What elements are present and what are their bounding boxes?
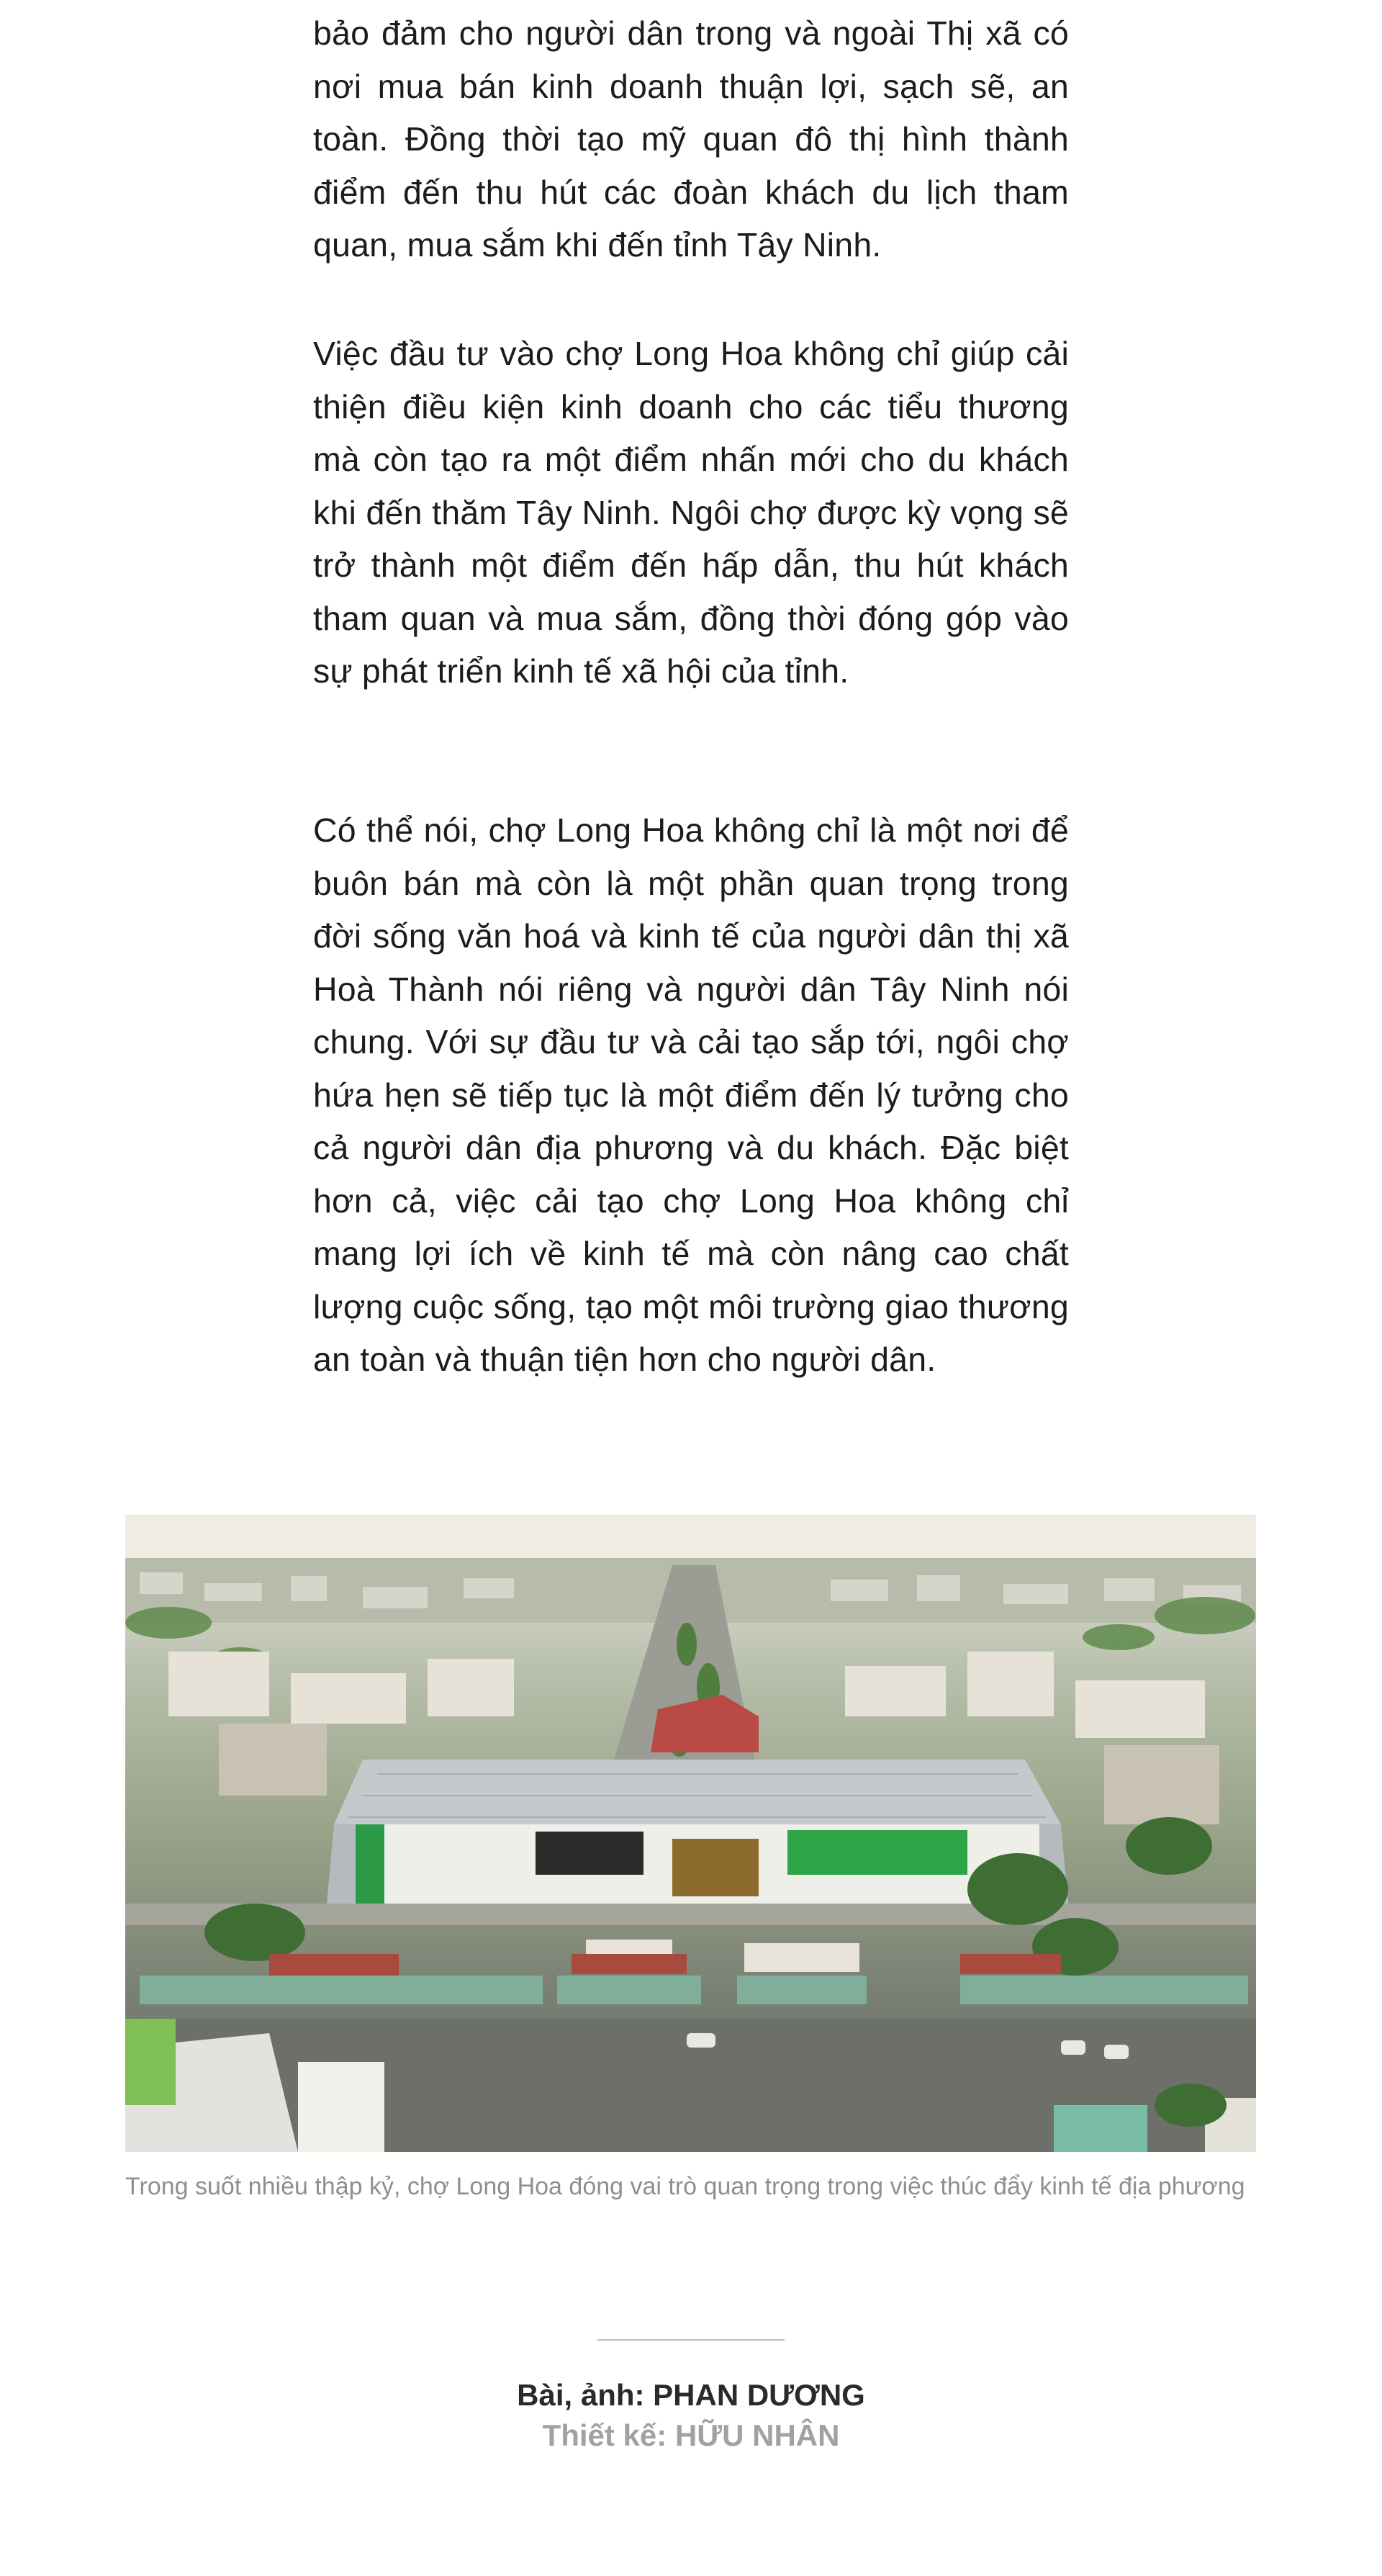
- design-credit-label: Thiết kế:: [542, 2418, 667, 2452]
- design-credit: [0, 2416, 1382, 2455]
- article-paragraph-3: Có thể nói, chợ Long Hoa không chỉ là một nơi để buôn bán mà còn là một phần quan trọng trong đời sống văn hoá và kinh tế của người dân thị xã Hoà Thành nói riêng và người dân Tây Ninh nói chung. Với sự đầu tư và cải tạo sắp tới, ngôi chợ hứa hẹn sẽ tiếp tục là một điểm đến lý tưởng cho cả người dân địa phương và du khách. Đặc biệt hơn cả, việc cải tạo chợ Long Hoa không chỉ mang lợi ích về kinh tế mà còn nâng cao chất lượng cuộc sống, tạo một môi trường giao thương an toàn và thuận tiện hơn cho người dân.: [313, 811, 1069, 1378]
- figure-caption: Trong suốt nhiều thập kỷ, chợ Long Hoa đóng vai trò quan trọng trong việc thúc đẩy kinh tế địa phương: [125, 2173, 1245, 2200]
- article-figure: [125, 1515, 1256, 2203]
- credits-divider: [597, 2339, 785, 2341]
- author-credit-name: PHAN DƯƠNG: [653, 2378, 865, 2412]
- article-paragraph-2: Việc đầu tư vào chợ Long Hoa không chỉ giúp cải thiện điều kiện kinh doanh cho các tiểu thương mà còn tạo ra một điểm nhấn mới cho du khách khi đến thăm Tây Ninh. Ngôi chợ được kỳ vọng sẽ trở thành một điểm đến hấp dẫn, thu hút khách tham quan và mua sắm, đồng thời đóng góp vào sự phát triển kinh tế xã hội của tỉnh.: [313, 335, 1069, 690]
- article-paragraph-1: bảo đảm cho người dân trong và ngoài Thị xã có nơi mua bán kinh doanh thuận lợi, sạch sẽ, an toàn. Đồng thời tạo mỹ quan đô thị hình thành điểm đến thu hút các đoàn khách du lịch tham quan, mua sắm khi đến tỉnh Tây Ninh.: [313, 14, 1069, 264]
- market-aerial-photo: [125, 1515, 1256, 2152]
- author-credit-label: Bài, ảnh:: [517, 2378, 645, 2412]
- author-credit: [0, 2376, 1382, 2415]
- design-credit-name: HỮU NHÂN: [674, 2418, 840, 2452]
